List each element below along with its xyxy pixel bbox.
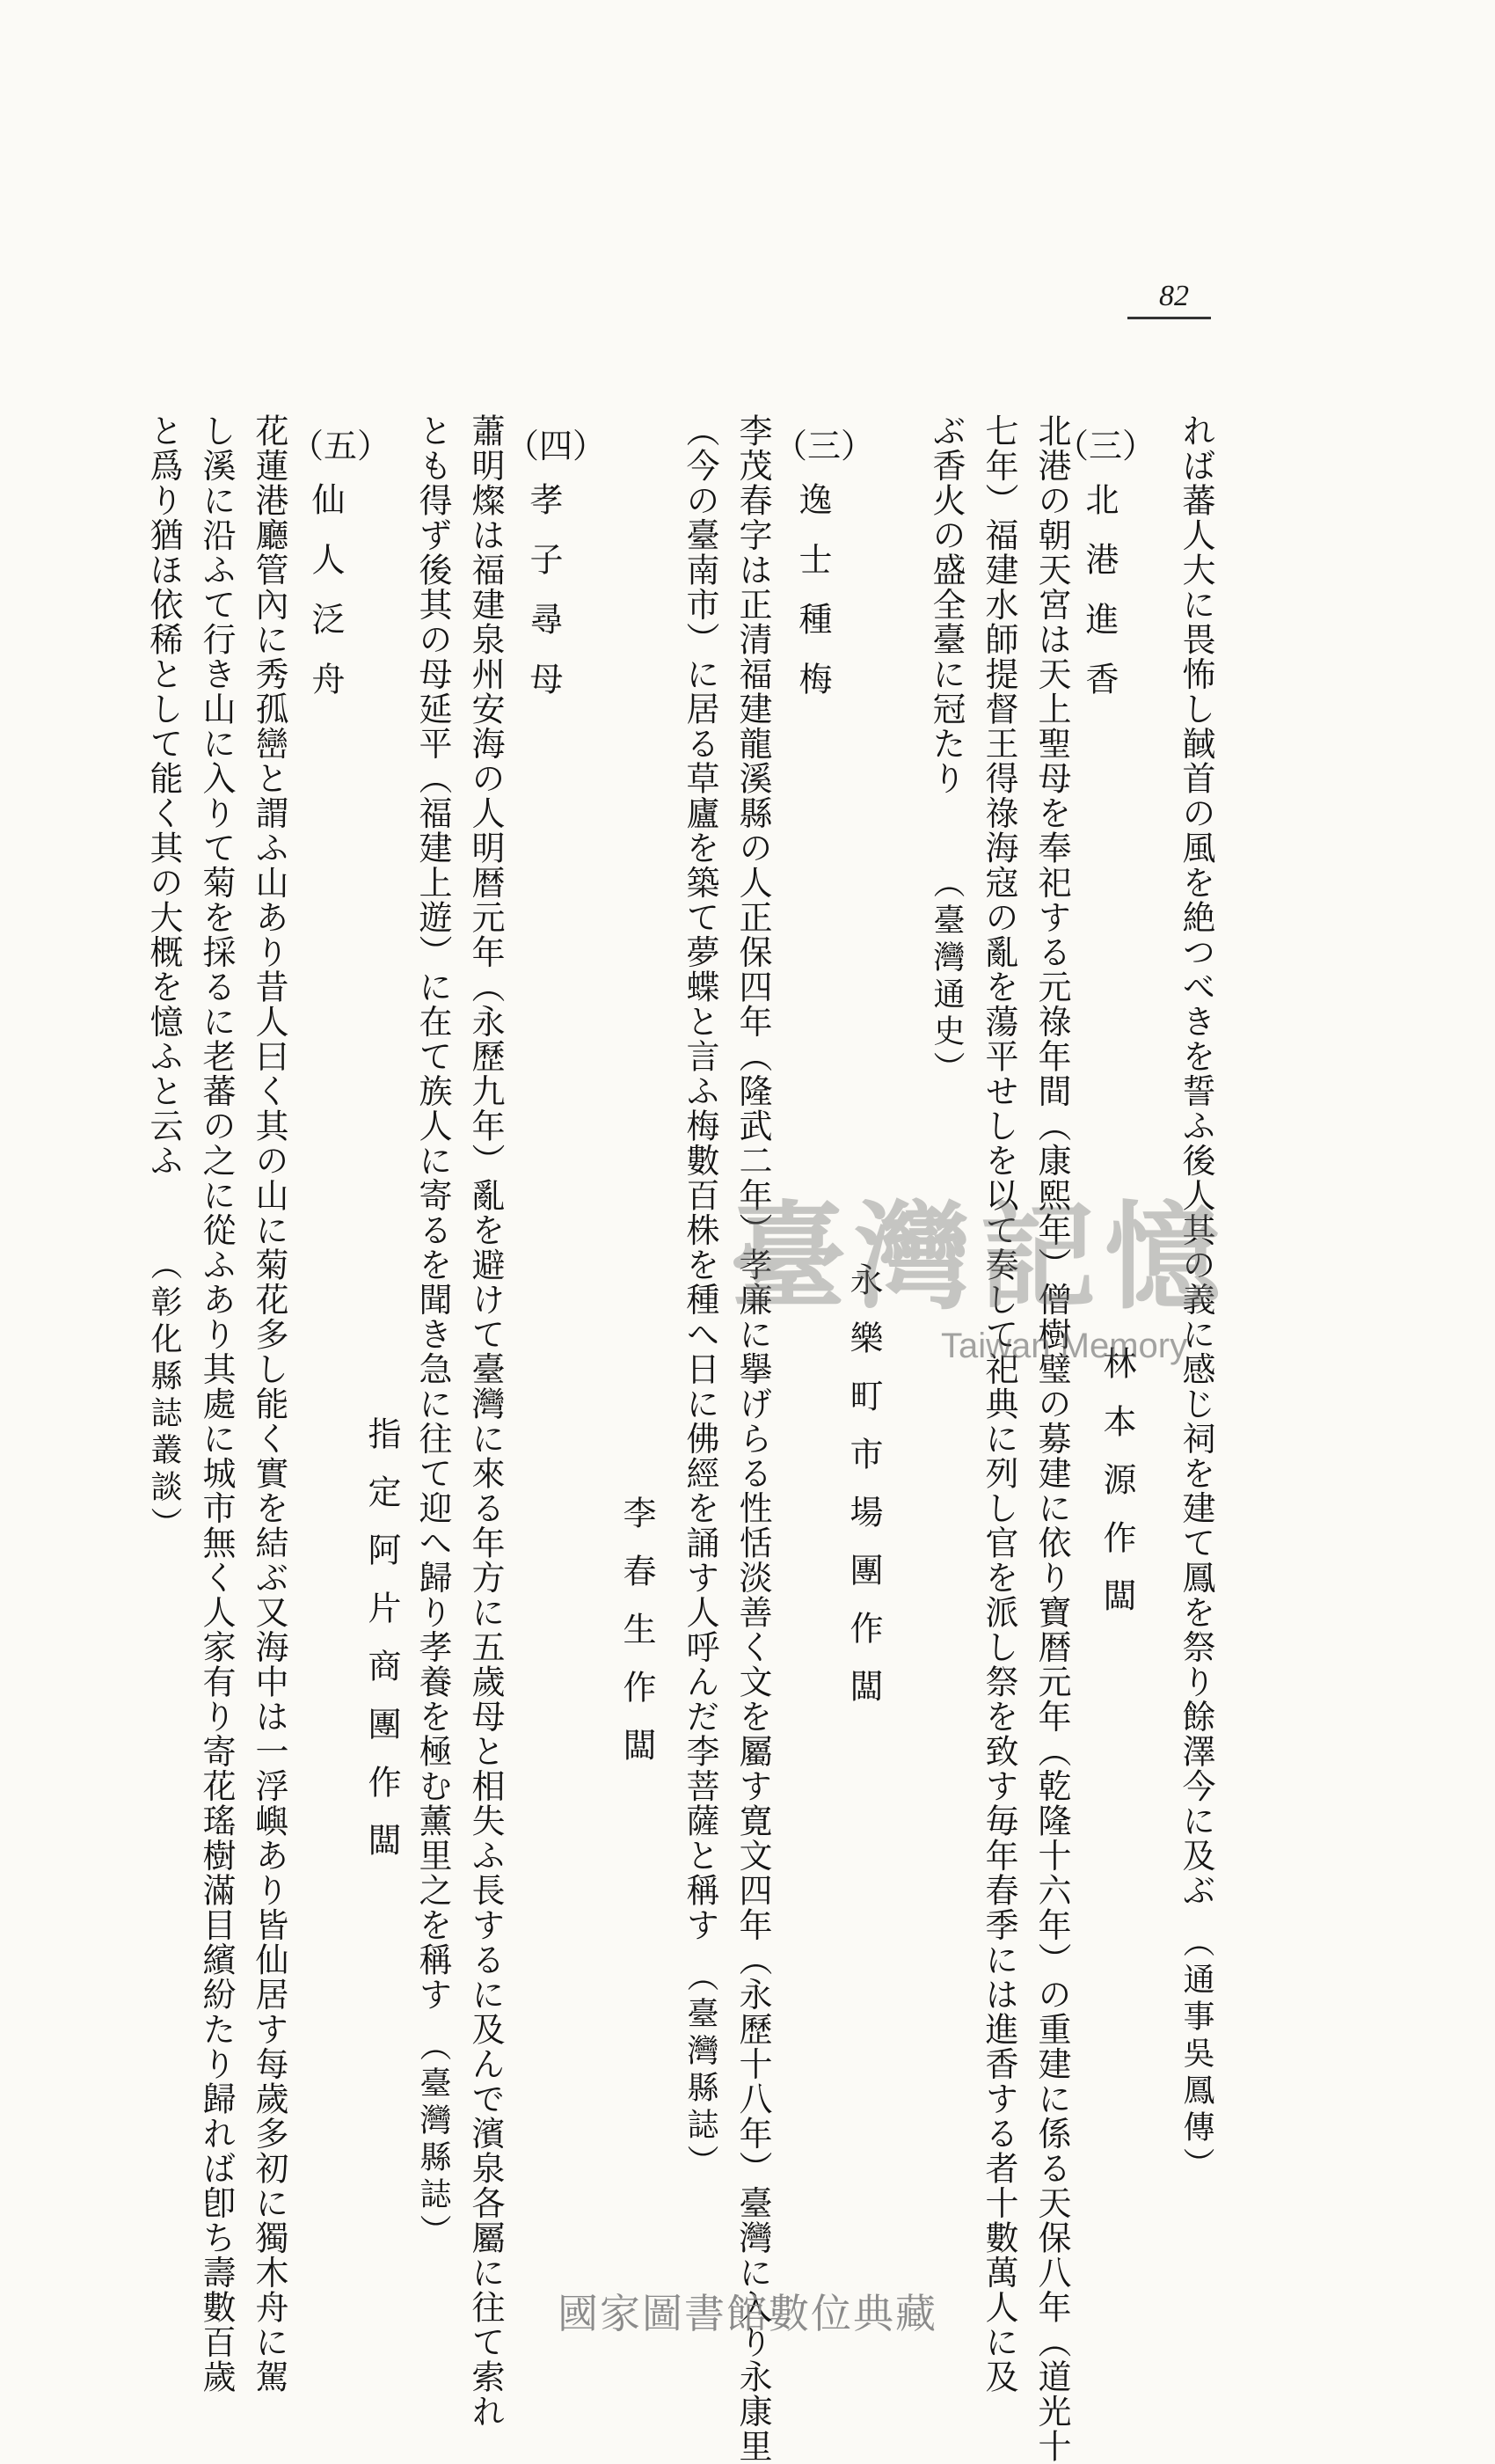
text-column [925, 413, 967, 1088]
author-suffix: 闆 [362, 1823, 401, 1858]
text-line: とも得ず後其の母延平（福建上遊）に在て族人に寄るを聞き急に往て迎へ歸り孝養を極む薰里之を稱す [413, 413, 452, 2012]
section-number: （四） [506, 427, 607, 465]
watermark-logo: 臺灣記憶 [730, 1189, 1229, 1326]
section-author: 永樂町市場團作闆 [844, 1262, 883, 1704]
source-citation: （臺灣縣誌） [682, 1960, 718, 2182]
text-column [464, 413, 507, 2429]
section-title: 北港進香 [1080, 482, 1119, 721]
text-line: 七年）福建水師提督王得祿海寇の亂を蕩平せしを以て奏して祀典に列し官を派し祭を致す毎年春季には進香する者十數萬人に及 [980, 413, 1018, 2395]
text-line: 花蓮港廳管內に秀孤巒と謂ふ山あり昔人曰く其の山に菊花多し能く實を結ぶ又海中は一浮嶼あり皆仙居す每歲多初に獨木舟に駕 [250, 413, 288, 2395]
page-number-rule [1127, 317, 1211, 319]
section-number: （三） [774, 427, 875, 465]
text-column [248, 413, 290, 2395]
text-line: 北港の朝天宮は天上聖母を奉祀する元祿年間（康熙年）僧樹璧の募建に依り寶暦元年（乾隆十六年）の重建に係る天保八年（道光十 [1032, 413, 1071, 2464]
source-citation: （臺灣通史） [929, 866, 965, 1088]
text-column [1031, 413, 1073, 2464]
page-number: 82 [1159, 280, 1189, 312]
section-title: 逸士種梅 [793, 482, 832, 721]
text-line: （今の臺南市）に居る草廬を築て夢蝶と言ふ梅數百株を種へ日に佛經を誦す人呼んだ李菩薩と稱す [681, 413, 719, 1942]
section-number: （五） [290, 427, 391, 465]
text-column [978, 413, 1020, 2395]
section-number: （三） [1055, 427, 1156, 465]
section-heading [304, 482, 346, 721]
text-line: ぶ香火の盛全臺に冠たり [927, 413, 966, 796]
section-author: 指定阿片商團作闆 [362, 1416, 401, 1858]
section-heading [791, 482, 834, 721]
source-citation: （彰化縣誌叢談） [146, 1248, 182, 1544]
section-title: 仙人泛舟 [306, 482, 345, 721]
watermark-caption: Taiwan Memory [941, 1327, 1188, 1365]
author-suffix: 闆 [1098, 1578, 1136, 1613]
source-citation: （通事吳鳳傳） [1178, 1925, 1214, 2184]
text-line: 李茂春字は正清福建龍溪縣の人正保四年（隆武二年）孝廉に擧げらる性恬淡善く文を屬す寛文四年（永歷十八年）臺灣に入り永康里 [733, 413, 772, 2464]
section-author: 林本源作闆 [1098, 1346, 1136, 1613]
text-column [412, 413, 454, 2251]
section-heading [522, 482, 565, 721]
text-column [732, 413, 774, 2464]
text-line: 蕭明燦は福建泉州安海の人明暦元年（永歷九年）亂を避けて臺灣に來る年方に五歲母と相失ふ長するに及んで濱泉各屬に往て索れ [466, 413, 505, 2429]
author-suffix: 闆 [844, 1669, 883, 1704]
text-line: れば蕃人大に畏怖し馘首の風を絶つべきを誓ふ後人其の義に感じ祠を建て鳳を祭り餘澤今に及ぶ [1177, 413, 1215, 1908]
section-heading [1078, 482, 1120, 721]
text-column [195, 413, 237, 2395]
text-column [679, 413, 721, 2182]
text-line: と爲り猶ほ依稀として能く其の大概を憶ふと云ふ [144, 413, 183, 1178]
source-citation: （臺灣縣誌） [415, 2029, 451, 2251]
author-suffix: 闆 [617, 1728, 656, 1763]
text-column [142, 413, 185, 1544]
text-line: し溪に沿ふて行き山に入りて菊を採るに老蕃の之に從ふあり其處に城市無く人家有り寄花瑤樹滿目繽紛たり歸れば卽ち壽數百歲 [197, 413, 236, 2395]
section-author: 李春生作闆 [617, 1495, 656, 1763]
footer-library-name: 國家圖書館數位典藏 [558, 2290, 937, 2337]
section-title: 孝子尋母 [524, 482, 563, 721]
